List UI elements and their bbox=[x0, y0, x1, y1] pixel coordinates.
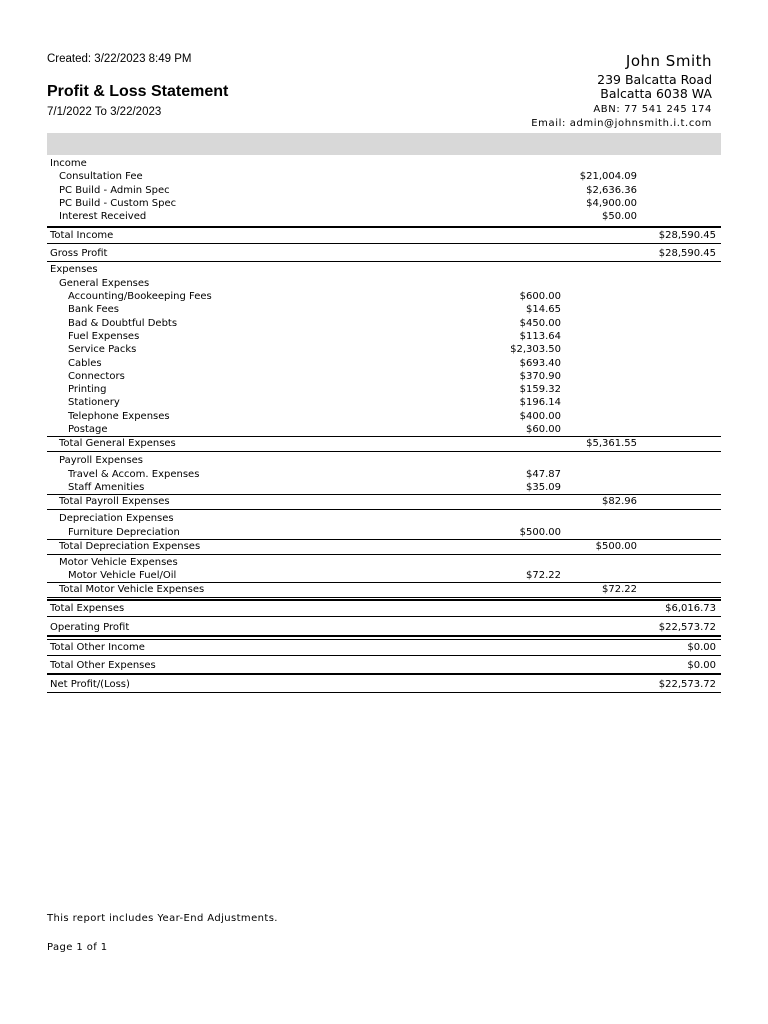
total-amount: $22,573.72 bbox=[658, 622, 716, 634]
line-item-amount: $21,004.09 bbox=[579, 171, 637, 183]
line-item-amount: $400.00 bbox=[519, 410, 561, 422]
line-item-amount: $450.00 bbox=[519, 317, 561, 329]
subtotal-label: Total Payroll Expenses bbox=[59, 496, 170, 508]
subtotal-amount: $5,361.55 bbox=[586, 438, 637, 450]
line-item-row bbox=[47, 170, 721, 183]
line-item-amount: $47.87 bbox=[526, 468, 561, 480]
line-item-label: Connectors bbox=[68, 370, 125, 382]
subsection-heading: Depreciation Expenses bbox=[59, 513, 174, 525]
line-item-amount: $500.00 bbox=[519, 526, 561, 538]
line-item-label: Service Packs bbox=[68, 344, 137, 356]
subsection-heading: General Expenses bbox=[59, 277, 150, 289]
total-general-expenses-row bbox=[47, 436, 721, 452]
total-amount: $0.00 bbox=[687, 642, 716, 654]
line-item-row bbox=[47, 370, 721, 383]
section-heading: Income bbox=[50, 158, 87, 169]
subtotal-label: Total General Expenses bbox=[59, 438, 176, 450]
created-timestamp: Created: 3/22/2023 8:49 PM bbox=[47, 53, 192, 65]
depreciation-heading-row bbox=[47, 512, 721, 525]
line-item-row bbox=[47, 468, 721, 481]
report-period: 7/1/2022 To 3/22/2023 bbox=[47, 106, 162, 118]
line-item-amount: $72.22 bbox=[526, 570, 561, 582]
line-item-label: Bank Fees bbox=[68, 304, 120, 316]
line-item-label: Fuel Expenses bbox=[68, 330, 140, 342]
total-amount: $0.00 bbox=[687, 660, 716, 672]
subsection-heading: Payroll Expenses bbox=[59, 455, 144, 467]
line-item-row bbox=[47, 290, 721, 303]
subtotal-amount: $72.22 bbox=[602, 584, 637, 596]
total-label: Gross Profit bbox=[50, 248, 108, 260]
line-item-row bbox=[47, 330, 721, 343]
total-amount: $28,590.45 bbox=[658, 230, 716, 242]
line-item-amount: $2,636.36 bbox=[586, 184, 637, 196]
total-amount: $28,590.45 bbox=[658, 248, 716, 260]
company-email: Email: admin@johnsmith.i.t.com bbox=[531, 118, 712, 129]
payroll-heading-row bbox=[47, 454, 721, 467]
line-item-row bbox=[47, 357, 721, 370]
line-item-amount: $35.09 bbox=[526, 481, 561, 493]
column-header-bar bbox=[47, 133, 721, 155]
line-item-label: Travel & Accom. Expenses bbox=[68, 468, 200, 480]
year-end-note: This report includes Year-End Adjustments. bbox=[47, 913, 278, 924]
line-item-row bbox=[47, 481, 721, 494]
line-item-row bbox=[47, 569, 721, 582]
total-depreciation-expenses-row bbox=[47, 539, 721, 555]
subtotal-amount: $82.96 bbox=[602, 496, 637, 508]
subtotal-label: Total Depreciation Expenses bbox=[59, 540, 201, 552]
line-item-row bbox=[47, 184, 721, 197]
line-item-row bbox=[47, 410, 721, 423]
line-item-label: Bad & Doubtful Debts bbox=[68, 317, 178, 329]
total-income-row bbox=[47, 226, 721, 244]
line-item-label: Interest Received bbox=[59, 211, 147, 223]
line-item-label: Printing bbox=[68, 384, 107, 396]
line-item-amount: $14.65 bbox=[526, 304, 561, 316]
line-item-label: Cables bbox=[68, 357, 102, 369]
line-item-label: Motor Vehicle Fuel/Oil bbox=[68, 570, 177, 582]
line-item-label: Telephone Expenses bbox=[68, 410, 170, 422]
line-item-amount: $693.40 bbox=[519, 357, 561, 369]
line-item-amount: $4,900.00 bbox=[586, 197, 637, 209]
total-payroll-expenses-row bbox=[47, 494, 721, 510]
total-label: Net Profit/(Loss) bbox=[50, 679, 130, 691]
income-heading-row bbox=[47, 157, 721, 170]
total-label: Total Other Income bbox=[50, 642, 145, 654]
total-other-expenses-row bbox=[47, 658, 721, 675]
line-item-row bbox=[47, 210, 721, 223]
company-address-line1: 239 Balcatta Road bbox=[597, 72, 712, 87]
total-expenses-row bbox=[47, 599, 721, 617]
company-abn: ABN: 77 541 245 174 bbox=[593, 104, 712, 115]
line-item-row bbox=[47, 526, 721, 539]
subtotal-label: Total Motor Vehicle Expenses bbox=[59, 584, 205, 596]
line-item-row bbox=[47, 303, 721, 316]
line-item-amount: $159.32 bbox=[519, 384, 561, 396]
line-item-amount: $600.00 bbox=[519, 291, 561, 303]
total-label: Operating Profit bbox=[50, 622, 130, 634]
operating-profit-row bbox=[47, 620, 721, 637]
line-item-amount: $60.00 bbox=[526, 424, 561, 436]
line-item-amount: $50.00 bbox=[602, 211, 637, 223]
line-item-row bbox=[47, 317, 721, 330]
line-item-amount: $370.90 bbox=[519, 370, 561, 382]
gross-profit-row bbox=[47, 246, 721, 262]
total-label: Total Expenses bbox=[50, 603, 125, 615]
line-item-label: Accounting/Bookeeping Fees bbox=[68, 291, 212, 303]
report-title: Profit & Loss Statement bbox=[47, 83, 229, 100]
line-item-label: Consultation Fee bbox=[59, 171, 143, 183]
total-label: Total Other Expenses bbox=[50, 660, 156, 672]
line-item-label: Stationery bbox=[68, 397, 120, 409]
total-motor-vehicle-expenses-row bbox=[47, 582, 721, 598]
total-label: Total Income bbox=[50, 230, 114, 242]
total-amount: $6,016.73 bbox=[665, 603, 716, 615]
company-name: John Smith bbox=[625, 52, 712, 70]
page-number: Page 1 of 1 bbox=[47, 942, 108, 953]
section-heading: Expenses bbox=[50, 264, 98, 276]
report-table bbox=[47, 157, 721, 693]
line-item-row bbox=[47, 343, 721, 356]
line-item-row bbox=[47, 383, 721, 396]
line-item-label: PC Build - Custom Spec bbox=[59, 197, 177, 209]
line-item-amount: $2,303.50 bbox=[510, 344, 561, 356]
net-profit-row bbox=[47, 677, 721, 693]
line-item-row bbox=[47, 197, 721, 210]
motor-heading-row bbox=[47, 556, 721, 569]
line-item-row bbox=[47, 396, 721, 409]
total-other-income-row bbox=[47, 639, 721, 656]
total-amount: $22,573.72 bbox=[658, 679, 716, 691]
line-item-label: Furniture Depreciation bbox=[68, 526, 180, 538]
line-item-row bbox=[47, 423, 721, 436]
line-item-label: Postage bbox=[68, 424, 108, 436]
company-address-line2: Balcatta 6038 WA bbox=[600, 86, 712, 101]
line-item-label: Staff Amenities bbox=[68, 481, 145, 493]
line-item-label: PC Build - Admin Spec bbox=[59, 184, 170, 196]
general-heading-row bbox=[47, 277, 721, 290]
line-item-amount: $196.14 bbox=[519, 397, 561, 409]
subtotal-amount: $500.00 bbox=[595, 540, 637, 552]
subsection-heading: Motor Vehicle Expenses bbox=[59, 556, 178, 568]
expenses-heading-row bbox=[47, 263, 721, 276]
line-item-amount: $113.64 bbox=[519, 330, 561, 342]
